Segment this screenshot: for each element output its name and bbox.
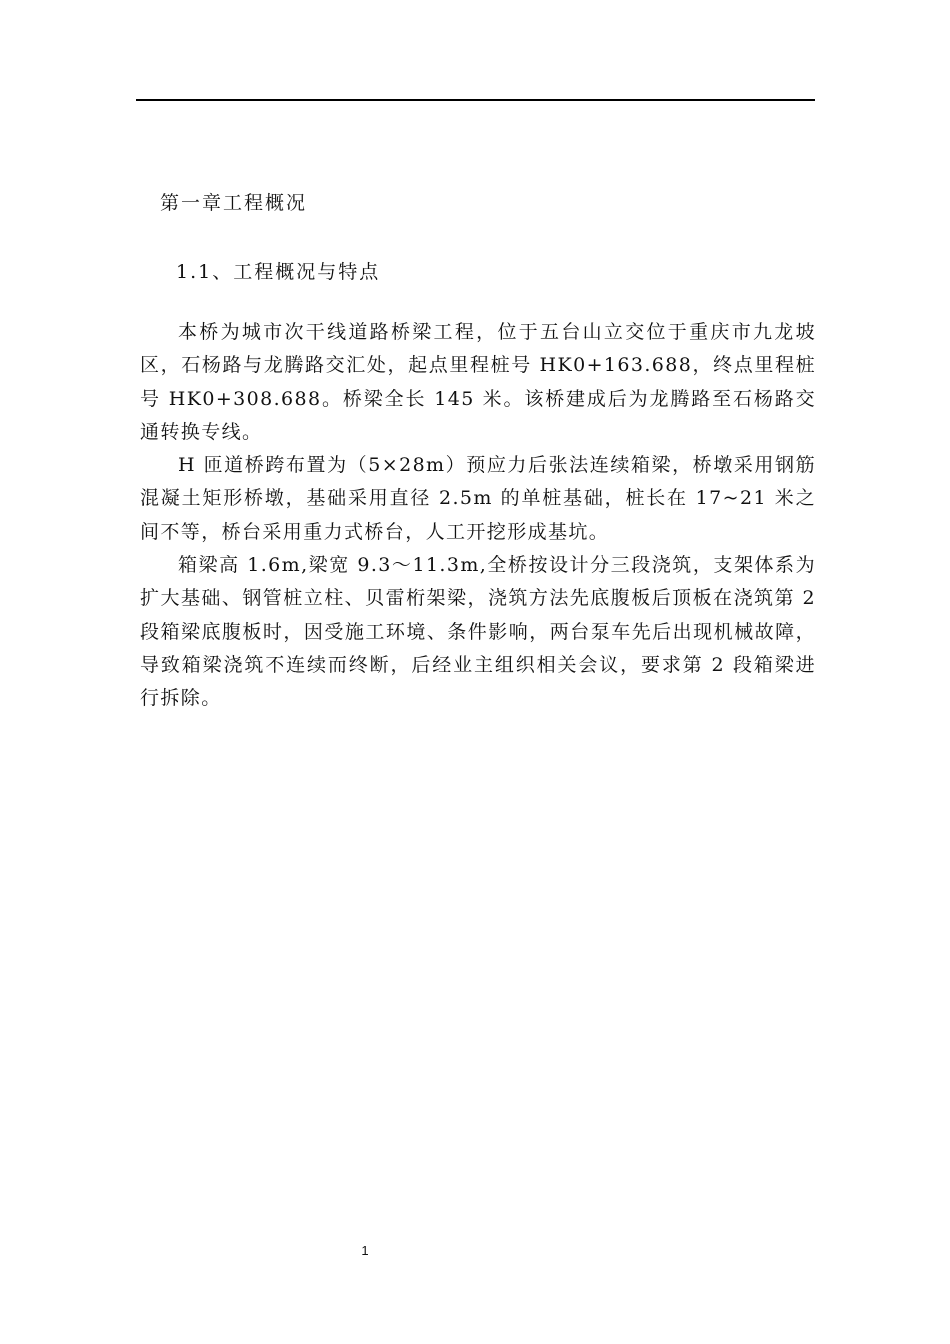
paragraph-overview: 本桥为城市次干线道路桥梁工程，位于五台山立交位于重庆市九龙坡区，石杨路与龙腾路交汇处，起点里程桩号 HK0+163.688，终点里程桩号 HK0+308.688。桥梁全长 145 米。该桥建成后为龙腾路至石杨路交通转换专线。 xyxy=(140,321,816,443)
paragraph-box-girder: 箱梁高 1.6m,梁宽 9.3～11.3m,全桥按设计分三段浇筑，支架体系为扩大基础、钢管桩立柱、贝雷桁架梁，浇筑方法先底腹板后顶板在浇筑第 2 段箱梁底腹板时，因受施工环境、条件影响，两台泵车先后出现机械故障，导致箱梁浇筑不连续而终断，后经业主组织相关会议，要求第 2 段箱梁进行拆除。 xyxy=(140,554,816,710)
page-number: 1 xyxy=(361,1243,369,1258)
chapter-title: 第一章工程概况 xyxy=(160,192,308,214)
paragraph-h-ramp-bridge: H 匝道桥跨布置为（5×28m）预应力后张法连续箱梁，桥墩采用钢筋混凝土矩形桥墩，基础采用直径 2.5m 的单桩基础，桩长在 17~21 米之间不等，桥台采用重力式桥台，人工开挖形成基坑。 xyxy=(140,454,816,543)
section-title: 1.1、工程概况与特点 xyxy=(176,261,381,283)
header-rule xyxy=(136,99,815,101)
body-text xyxy=(140,316,816,716)
